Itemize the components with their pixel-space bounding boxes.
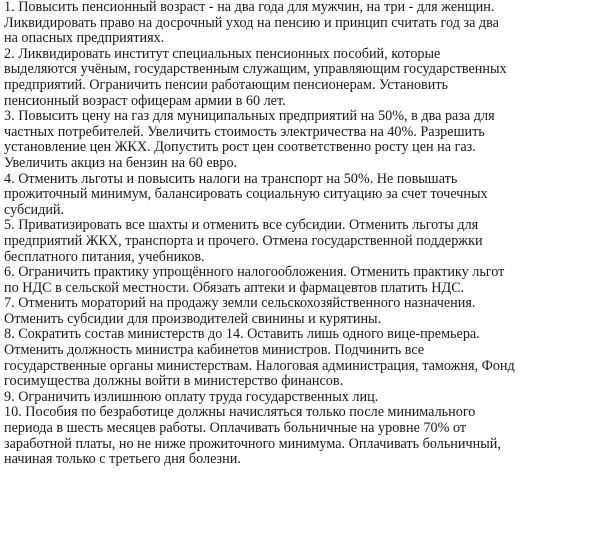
text-line: 3. Повысить цену на газ для муниципальных предприятий на 50%, в два раза для	[4, 108, 495, 125]
text-line: 10. Пособия по безработице должны начисляться только после минимального	[4, 404, 476, 421]
list-item-9	[4, 390, 602, 406]
text-line: Отменить должность министра кабинетов министров. Подчинить все	[4, 342, 425, 359]
text-line: 6. Ограничить практику упрощённого налогообложения. Отменить практику льгот	[4, 264, 505, 281]
text-line: прожиточный минимум, балансировать социальную ситуацию за счет точечных	[4, 186, 488, 203]
list-item-7	[4, 296, 602, 327]
text-line: предприятий ЖКХ, транспорта и прочего. Отмена государственной поддержки	[4, 232, 483, 249]
text-line: субсидий.	[4, 201, 65, 218]
text-line: государственные органы министерствам. Налоговая администрация, таможня, Фонд	[4, 357, 515, 374]
text-line: начиная только с третьего дня болезни.	[4, 451, 241, 468]
text-line: 5. Приватизировать все шахты и отменить все субсидии. Отменить льготы для	[4, 217, 479, 234]
text-line: Отменить субсидии для производителей свинины и курятины.	[4, 310, 382, 327]
text-line: 8. Сократить состав министерств до 14. Оставить лишь одного вице-премьера.	[4, 326, 480, 343]
text-line: пенсионный возраст офицерам армии в 60 лет.	[4, 92, 286, 109]
text-line: госимущества должны войти в министерство финансов.	[4, 373, 344, 390]
text-line: периода в шесть месяцев работы. Оплачивать больничные на уровне 70% от	[4, 420, 467, 437]
text-line: заработной платы, но не ниже прожиточного минимума. Оплачивать больничный,	[4, 435, 501, 452]
text-line: 7. Отменить мораторий на продажу земли сельскохозяйственного назначения.	[4, 295, 476, 312]
list-item-10	[4, 405, 602, 467]
text-line: 1. Повысить пенсионный возраст - на два года для мужчин, на три - для женщин.	[4, 0, 495, 15]
text-line: по НДС в сельской местности. Обязать аптеки и фармацевтов платить НДС.	[4, 279, 465, 296]
text-line: Увеличить акциз на бензин на 60 евро.	[4, 154, 238, 171]
text-line: 9. Ограничить излишнюю оплату труда государственных лиц.	[4, 388, 379, 405]
text-line: на опасных предприятиях.	[4, 30, 165, 47]
list-item-6	[4, 265, 602, 296]
text-line: установление цен ЖКХ. Допустить рост цен соответственно росту цен на газ.	[4, 139, 476, 156]
text-line: частных потребителей. Увеличить стоимость электричества на 40%. Разрешить	[4, 123, 485, 140]
text-line: бесплатного питания, учебников.	[4, 248, 205, 265]
list-item-3	[4, 109, 602, 171]
text-line: Ликвидировать право на досрочный уход на пенсию и принцип считать год за два	[4, 14, 499, 31]
text-line: 2. Ликвидировать институт специальных пенсионных пособий, которые	[4, 45, 441, 62]
list-item-8	[4, 327, 602, 389]
list-item-1	[4, 0, 602, 47]
text-line: предприятий. Ограничить пенсии работающим пенсионерам. Установить	[4, 76, 448, 93]
list-item-4	[4, 172, 602, 219]
list-item-2	[4, 47, 602, 109]
document-text	[4, 0, 602, 468]
text-line: выделяются учёным, государственным служащим, управляющим государственных	[4, 61, 507, 78]
list-item-5	[4, 218, 602, 265]
text-line: 4. Отменить льготы и повысить налоги на транспорт на 50%. Не повышать	[4, 170, 458, 187]
